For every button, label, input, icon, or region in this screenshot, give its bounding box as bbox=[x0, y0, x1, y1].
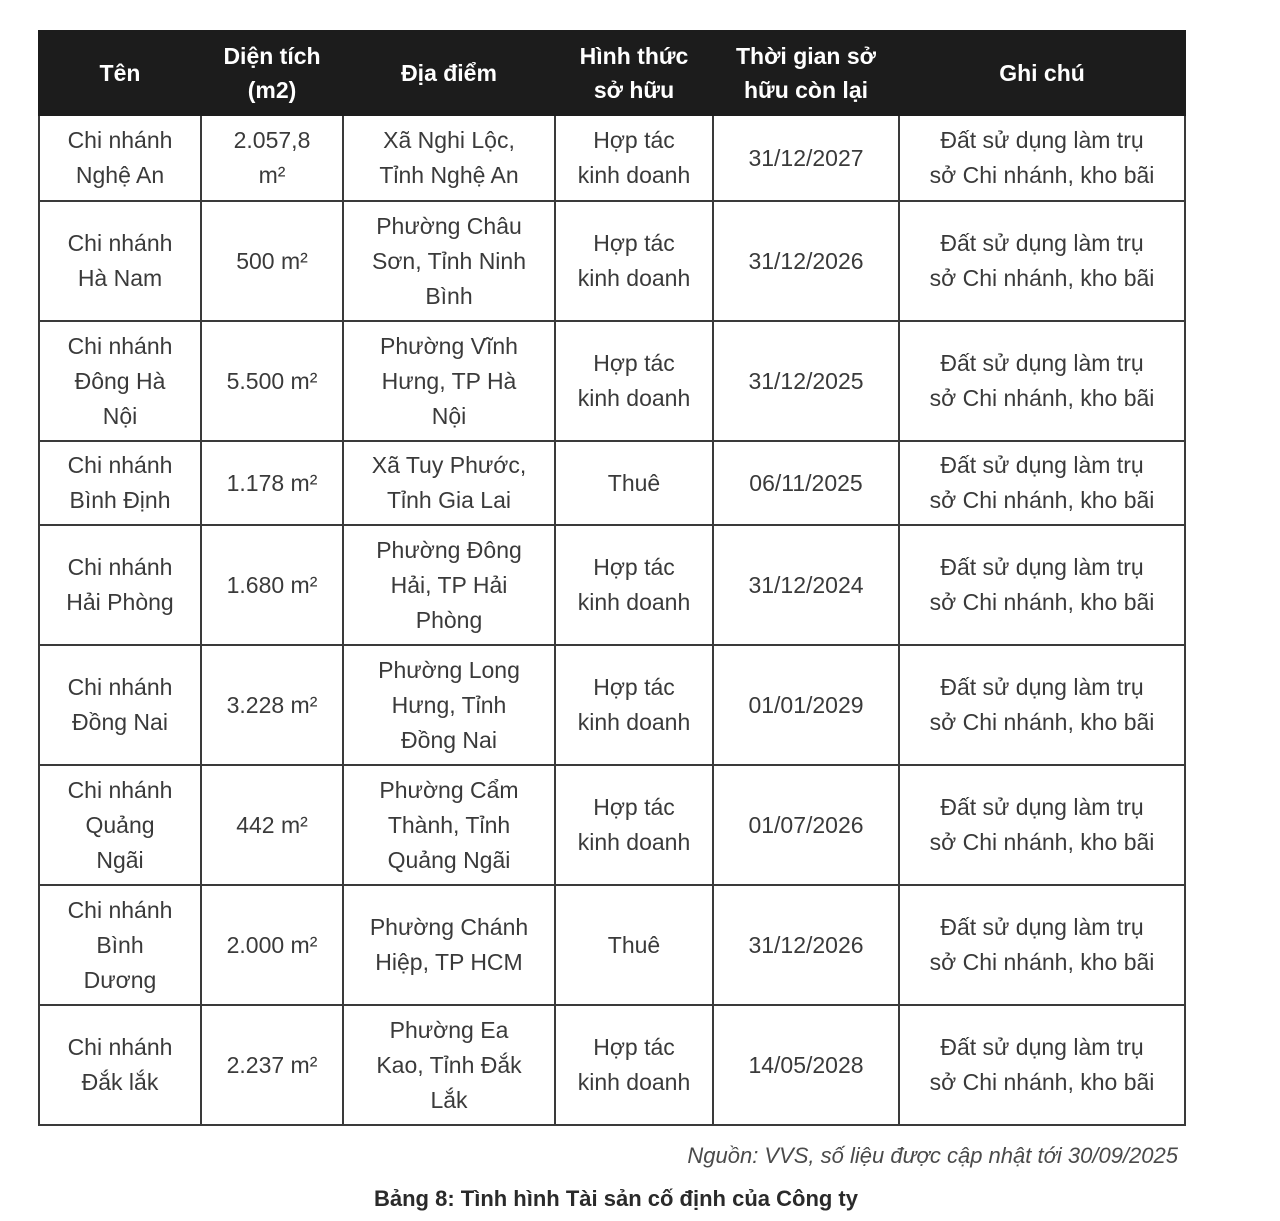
cell-ownership-form: Hợp tác kinh doanh bbox=[555, 321, 713, 441]
cell-remaining-time: 31/12/2024 bbox=[713, 525, 899, 645]
header-note: Ghi chú bbox=[899, 31, 1185, 115]
cell-location: Xã Nghi Lộc, Tỉnh Nghệ An bbox=[343, 115, 555, 201]
cell-name: Chi nhánh Đồng Nai bbox=[39, 645, 201, 765]
cell-note: Đất sử dụng làm trụ sở Chi nhánh, kho bãi bbox=[899, 645, 1185, 765]
cell-note: Đất sử dụng làm trụ sở Chi nhánh, kho bãi bbox=[899, 1005, 1185, 1125]
cell-location: Phường Vĩnh Hưng, TP Hà Nội bbox=[343, 321, 555, 441]
cell-ownership-form: Thuê bbox=[555, 441, 713, 525]
cell-name: Chi nhánh Đông Hà Nội bbox=[39, 321, 201, 441]
table-row bbox=[39, 765, 1185, 885]
cell-area: 1.178 m² bbox=[201, 441, 343, 525]
cell-location: Xã Tuy Phước, Tỉnh Gia Lai bbox=[343, 441, 555, 525]
cell-area: 5.500 m² bbox=[201, 321, 343, 441]
header-remaining-time: Thời gian sở hữu còn lại bbox=[713, 31, 899, 115]
assets-table-container bbox=[38, 30, 1184, 1126]
cell-name: Chi nhánh Hải Phòng bbox=[39, 525, 201, 645]
table-row bbox=[39, 441, 1185, 525]
cell-name: Chi nhánh Nghệ An bbox=[39, 115, 201, 201]
cell-note: Đất sử dụng làm trụ sở Chi nhánh, kho bãi bbox=[899, 321, 1185, 441]
header-area: Diện tích (m2) bbox=[201, 31, 343, 115]
cell-remaining-time: 31/12/2027 bbox=[713, 115, 899, 201]
table-row bbox=[39, 885, 1185, 1005]
table-caption: Bảng 8: Tình hình Tài sản cố định của Công ty bbox=[373, 1186, 858, 1211]
cell-note: Đất sử dụng làm trụ sở Chi nhánh, kho bãi bbox=[899, 525, 1185, 645]
cell-name: Chi nhánh Bình Dương bbox=[39, 885, 201, 1005]
cell-area: 2.237 m² bbox=[201, 1005, 343, 1125]
cell-area: 2.057,8 m² bbox=[201, 115, 343, 201]
cell-ownership-form: Hợp tác kinh doanh bbox=[555, 115, 713, 201]
table-header bbox=[39, 31, 1185, 115]
table-row bbox=[39, 115, 1185, 201]
cell-location: Phường Long Hưng, Tỉnh Đồng Nai bbox=[343, 645, 555, 765]
cell-remaining-time: 06/11/2025 bbox=[713, 441, 899, 525]
cell-remaining-time: 31/12/2026 bbox=[713, 201, 899, 321]
cell-name: Chi nhánh Hà Nam bbox=[39, 201, 201, 321]
header-row bbox=[39, 31, 1185, 115]
cell-ownership-form: Hợp tác kinh doanh bbox=[555, 201, 713, 321]
cell-note: Đất sử dụng làm trụ sở Chi nhánh, kho bãi bbox=[899, 885, 1185, 1005]
cell-note: Đất sử dụng làm trụ sở Chi nhánh, kho bãi bbox=[899, 115, 1185, 201]
cell-remaining-time: 01/01/2029 bbox=[713, 645, 899, 765]
cell-area: 1.680 m² bbox=[201, 525, 343, 645]
table-row bbox=[39, 645, 1185, 765]
cell-ownership-form: Hợp tác kinh doanh bbox=[555, 645, 713, 765]
cell-area: 3.228 m² bbox=[201, 645, 343, 765]
cell-remaining-time: 31/12/2026 bbox=[713, 885, 899, 1005]
cell-area: 500 m² bbox=[201, 201, 343, 321]
cell-ownership-form: Hợp tác kinh doanh bbox=[555, 525, 713, 645]
cell-area: 442 m² bbox=[201, 765, 343, 885]
table-row bbox=[39, 201, 1185, 321]
source-note: Nguồn: VVS, số liệu được cập nhật tới 30/09/2025 bbox=[687, 1143, 1178, 1168]
table-row bbox=[39, 1005, 1185, 1125]
cell-ownership-form: Hợp tác kinh doanh bbox=[555, 1005, 713, 1125]
cell-note: Đất sử dụng làm trụ sở Chi nhánh, kho bãi bbox=[899, 765, 1185, 885]
cell-area: 2.000 m² bbox=[201, 885, 343, 1005]
header-name: Tên bbox=[39, 31, 201, 115]
cell-ownership-form: Thuê bbox=[555, 885, 713, 1005]
cell-location: Phường Châu Sơn, Tỉnh Ninh Bình bbox=[343, 201, 555, 321]
cell-remaining-time: 01/07/2026 bbox=[713, 765, 899, 885]
fixed-assets-table bbox=[38, 30, 1186, 1126]
cell-name: Chi nhánh Bình Định bbox=[39, 441, 201, 525]
cell-name: Chi nhánh Đắk lắk bbox=[39, 1005, 201, 1125]
cell-name: Chi nhánh Quảng Ngãi bbox=[39, 765, 201, 885]
cell-remaining-time: 14/05/2028 bbox=[713, 1005, 899, 1125]
cell-note: Đất sử dụng làm trụ sở Chi nhánh, kho bãi bbox=[899, 201, 1185, 321]
cell-note: Đất sử dụng làm trụ sở Chi nhánh, kho bãi bbox=[899, 441, 1185, 525]
table-row bbox=[39, 525, 1185, 645]
table-row bbox=[39, 321, 1185, 441]
cell-location: Phường Đông Hải, TP Hải Phòng bbox=[343, 525, 555, 645]
cell-remaining-time: 31/12/2025 bbox=[713, 321, 899, 441]
cell-location: Phường Ea Kao, Tỉnh Đắk Lắk bbox=[343, 1005, 555, 1125]
header-location: Địa điểm bbox=[343, 31, 555, 115]
header-ownership-form: Hình thức sở hữu bbox=[555, 31, 713, 115]
cell-ownership-form: Hợp tác kinh doanh bbox=[555, 765, 713, 885]
cell-location: Phường Cẩm Thành, Tỉnh Quảng Ngãi bbox=[343, 765, 555, 885]
table-body bbox=[39, 115, 1185, 1125]
cell-location: Phường Chánh Hiệp, TP HCM bbox=[343, 885, 555, 1005]
